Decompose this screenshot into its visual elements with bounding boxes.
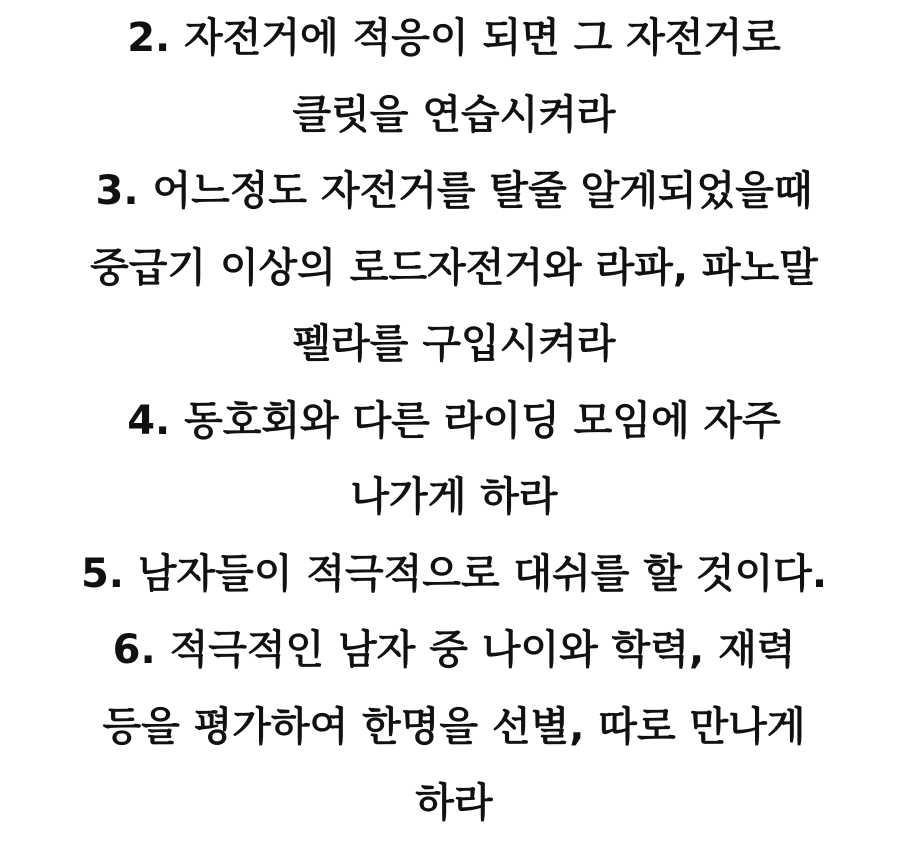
text-line-6: 4. 동호회와 다른 라이딩 모임에 자주 (127, 397, 781, 444)
text-line-9: 6. 적극적인 남자 중 나이와 학력, 재력 (112, 627, 796, 673)
text-line-4: 중급기 이상의 로드자전거와 라파, 파노말 (90, 244, 818, 291)
text-line-3: 3. 어느정도 자전거를 탈줄 알게되었을때 (95, 168, 813, 214)
text-line-1: 2. 자전거에 적응이 되면 그 자전거로 (127, 15, 781, 61)
text-line-10: 등을 평가하여 한명을 선별, 따로 만나게 (102, 703, 806, 750)
text-line-5: 펠라를 구입시켜라 (292, 321, 616, 367)
text-line-7: 나가게 하라 (350, 474, 558, 520)
text-line-11: 하라 (415, 780, 493, 826)
text-line-8: 5. 남자들이 적극적으로 대쉬를 할 것이다. (80, 550, 828, 597)
text-line-2: 클릿을 연습시켜라 (292, 91, 616, 138)
